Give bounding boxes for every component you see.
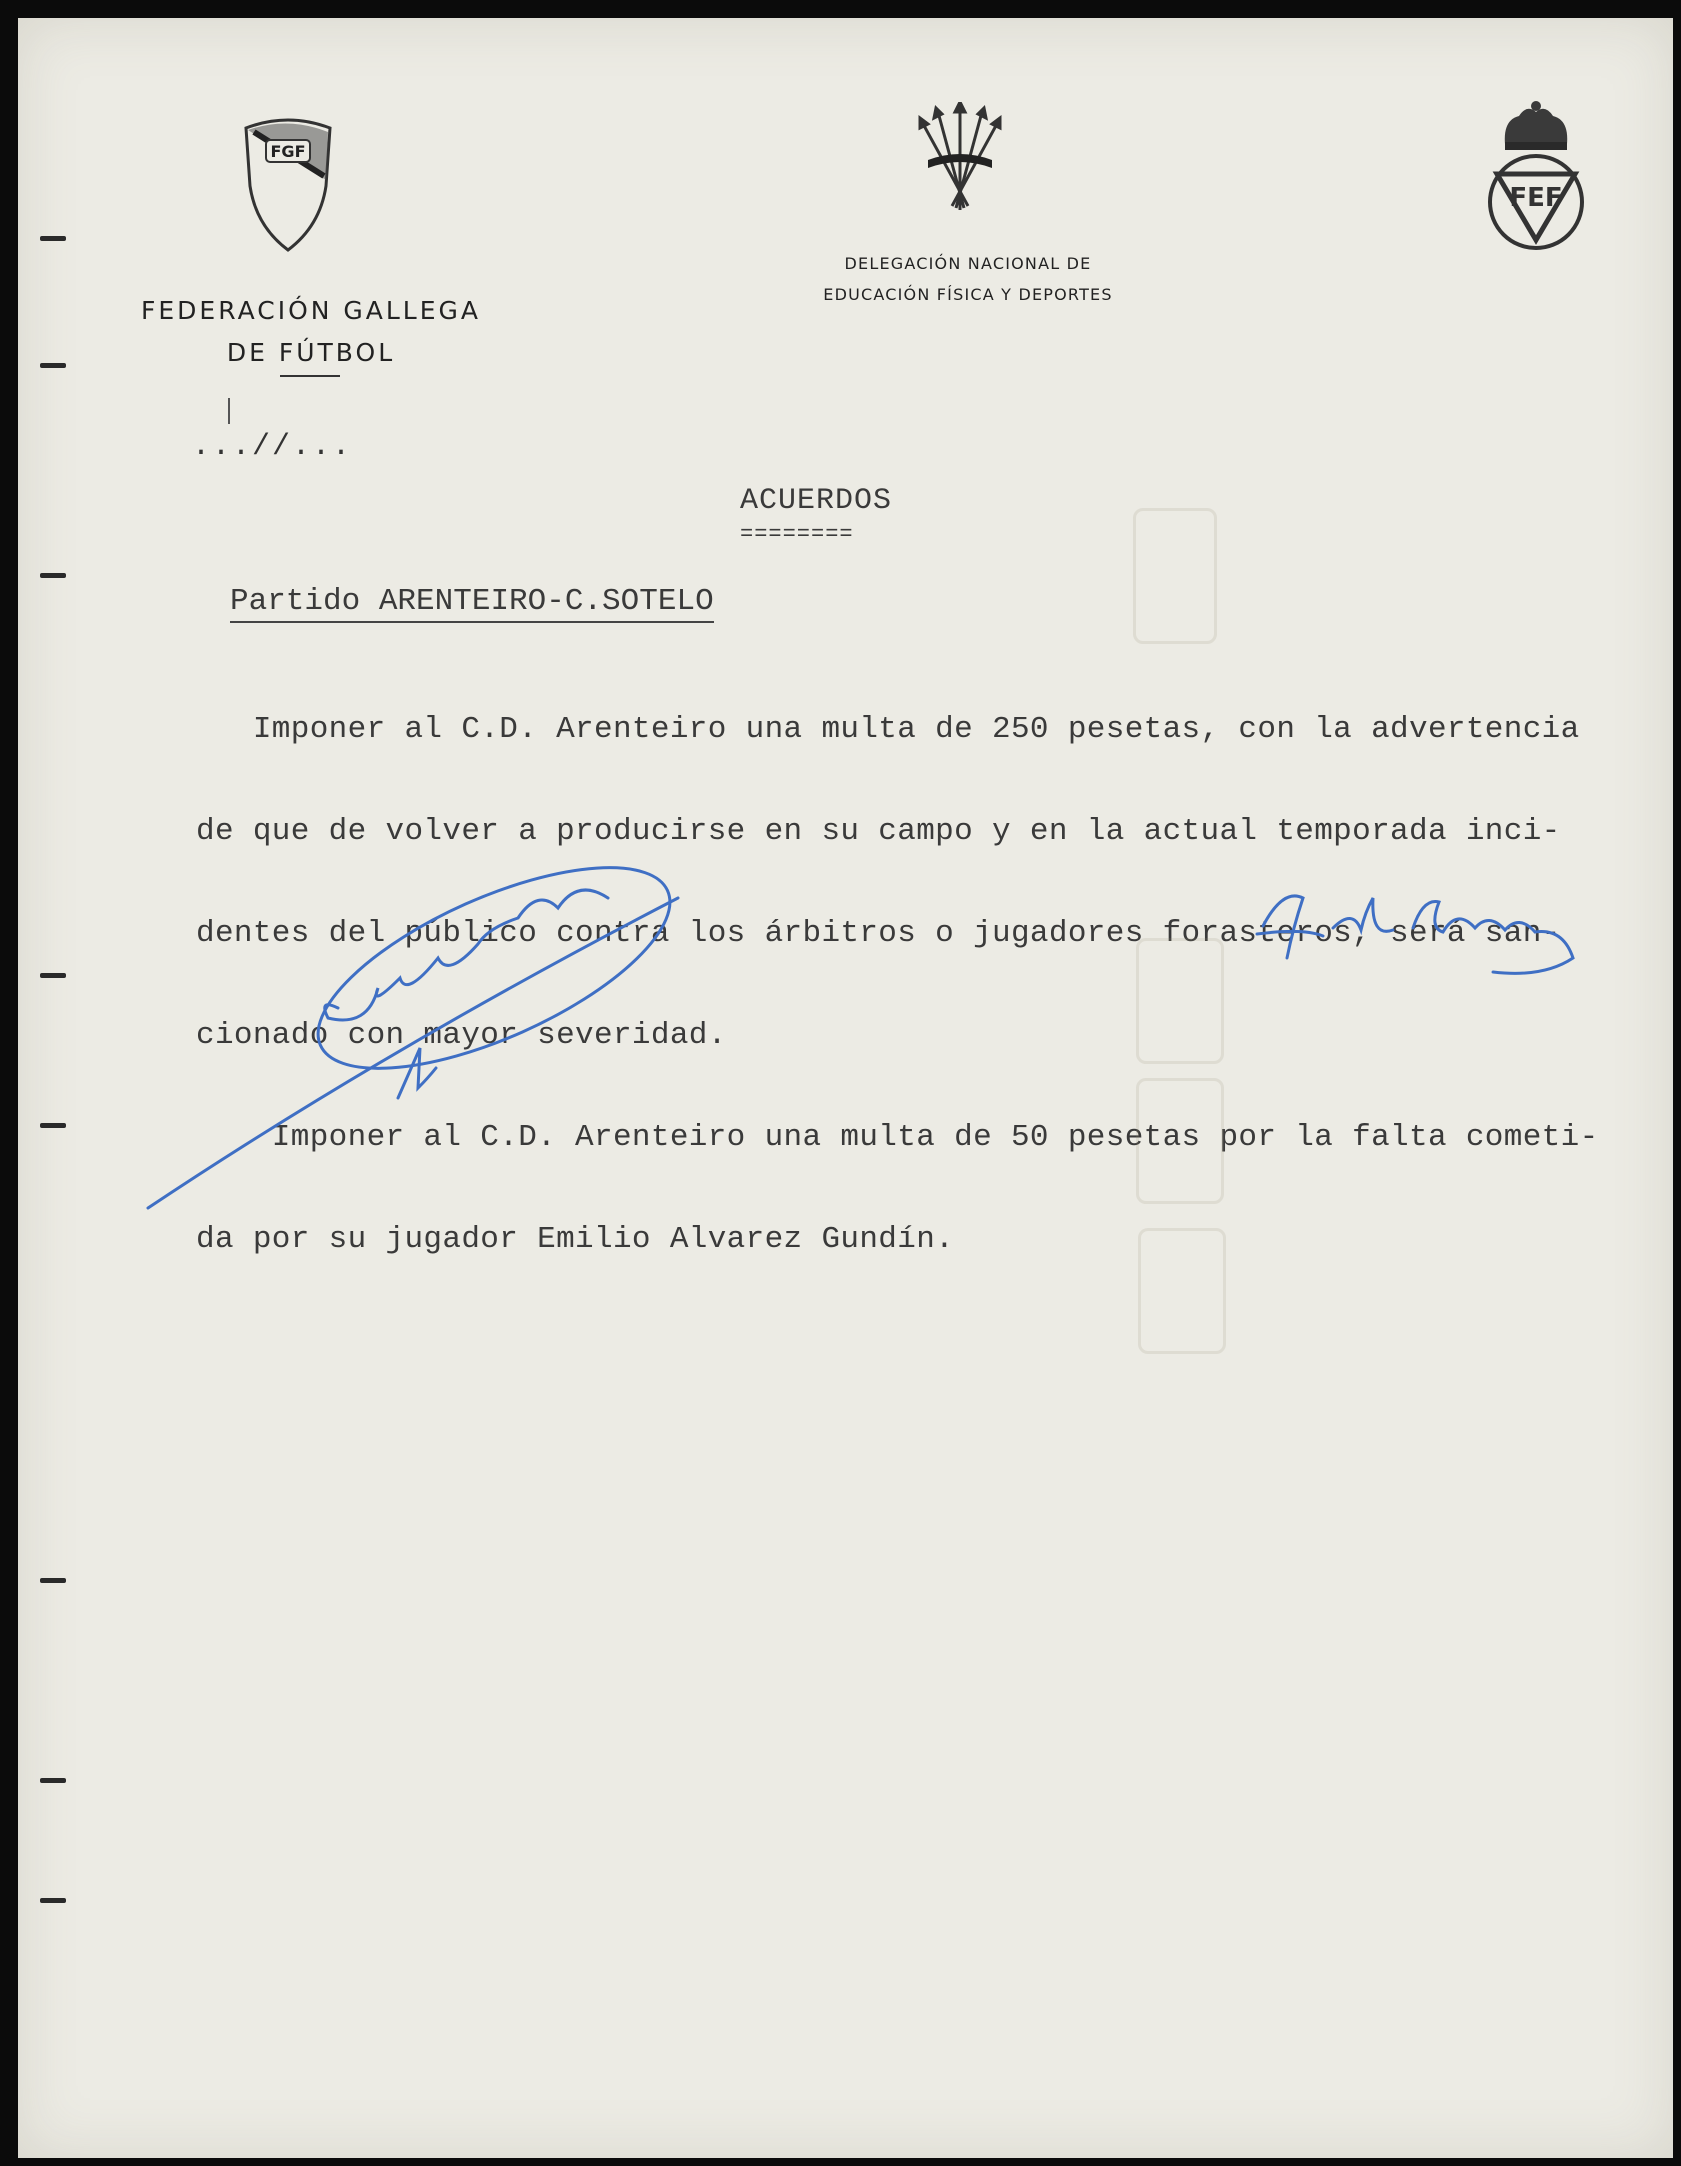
document-page — [18, 18, 1673, 2158]
body-line: de que de volver a producirse en su campo y en la actual temporada inci- — [196, 814, 1561, 849]
punch-mark — [40, 1778, 66, 1783]
punch-mark — [40, 973, 66, 978]
signature-right — [1243, 868, 1623, 998]
body-line: dentes del público contra los árbitros o jugadores forasteros, será san- — [196, 916, 1561, 951]
delegation-name — [798, 248, 1138, 310]
federation-name — [136, 290, 486, 374]
body-line: Imponer al C.D. Arenteiro una multa de 50 pesetas por la falta cometi- — [196, 1120, 1599, 1155]
punch-mark — [40, 573, 66, 578]
svg-text:FGF: FGF — [270, 142, 306, 161]
delegation-name-line2: EDUCACIÓN FÍSICA Y DEPORTES — [823, 285, 1113, 304]
svg-text:FEF: FEF — [1509, 183, 1563, 213]
punch-mark — [40, 236, 66, 241]
show-through-stamp — [1136, 1078, 1224, 1204]
heading-underline: ======== — [740, 522, 854, 547]
reference-tick — [228, 398, 230, 424]
show-through-stamp — [1133, 508, 1217, 644]
body-line: Imponer al C.D. Arenteiro una multa de 250 pesetas, con la advertencia — [196, 712, 1580, 747]
delegation-name-line1: DELEGACIÓN NACIONAL DE — [844, 254, 1092, 273]
reference-mark: ...//... — [192, 430, 353, 464]
punch-mark — [40, 1898, 66, 1903]
signature-left — [138, 858, 718, 1228]
document-heading: ACUERDOS — [740, 484, 893, 518]
rfef-crown-crest-logo — [1483, 98, 1589, 258]
punch-mark — [40, 1123, 66, 1128]
body-line: da por su jugador Emilio Alvarez Gundín. — [196, 1222, 955, 1257]
show-through-stamp — [1136, 938, 1224, 1064]
federation-name-line2: DE FÚTBOL — [226, 338, 396, 367]
federation-name-line1: FEDERACIÓN GALLEGA — [141, 296, 481, 325]
federation-shield-logo — [240, 110, 336, 254]
federation-underline — [280, 375, 340, 377]
punch-mark — [40, 363, 66, 368]
show-through-stamp — [1138, 1228, 1226, 1354]
punch-mark — [40, 1578, 66, 1583]
yoke-arrows-emblem-icon — [898, 102, 1022, 214]
body-line: cionado con mayor severidad. — [196, 1018, 727, 1053]
match-title: Partido ARENTEIRO-C.SOTELO — [230, 584, 714, 623]
